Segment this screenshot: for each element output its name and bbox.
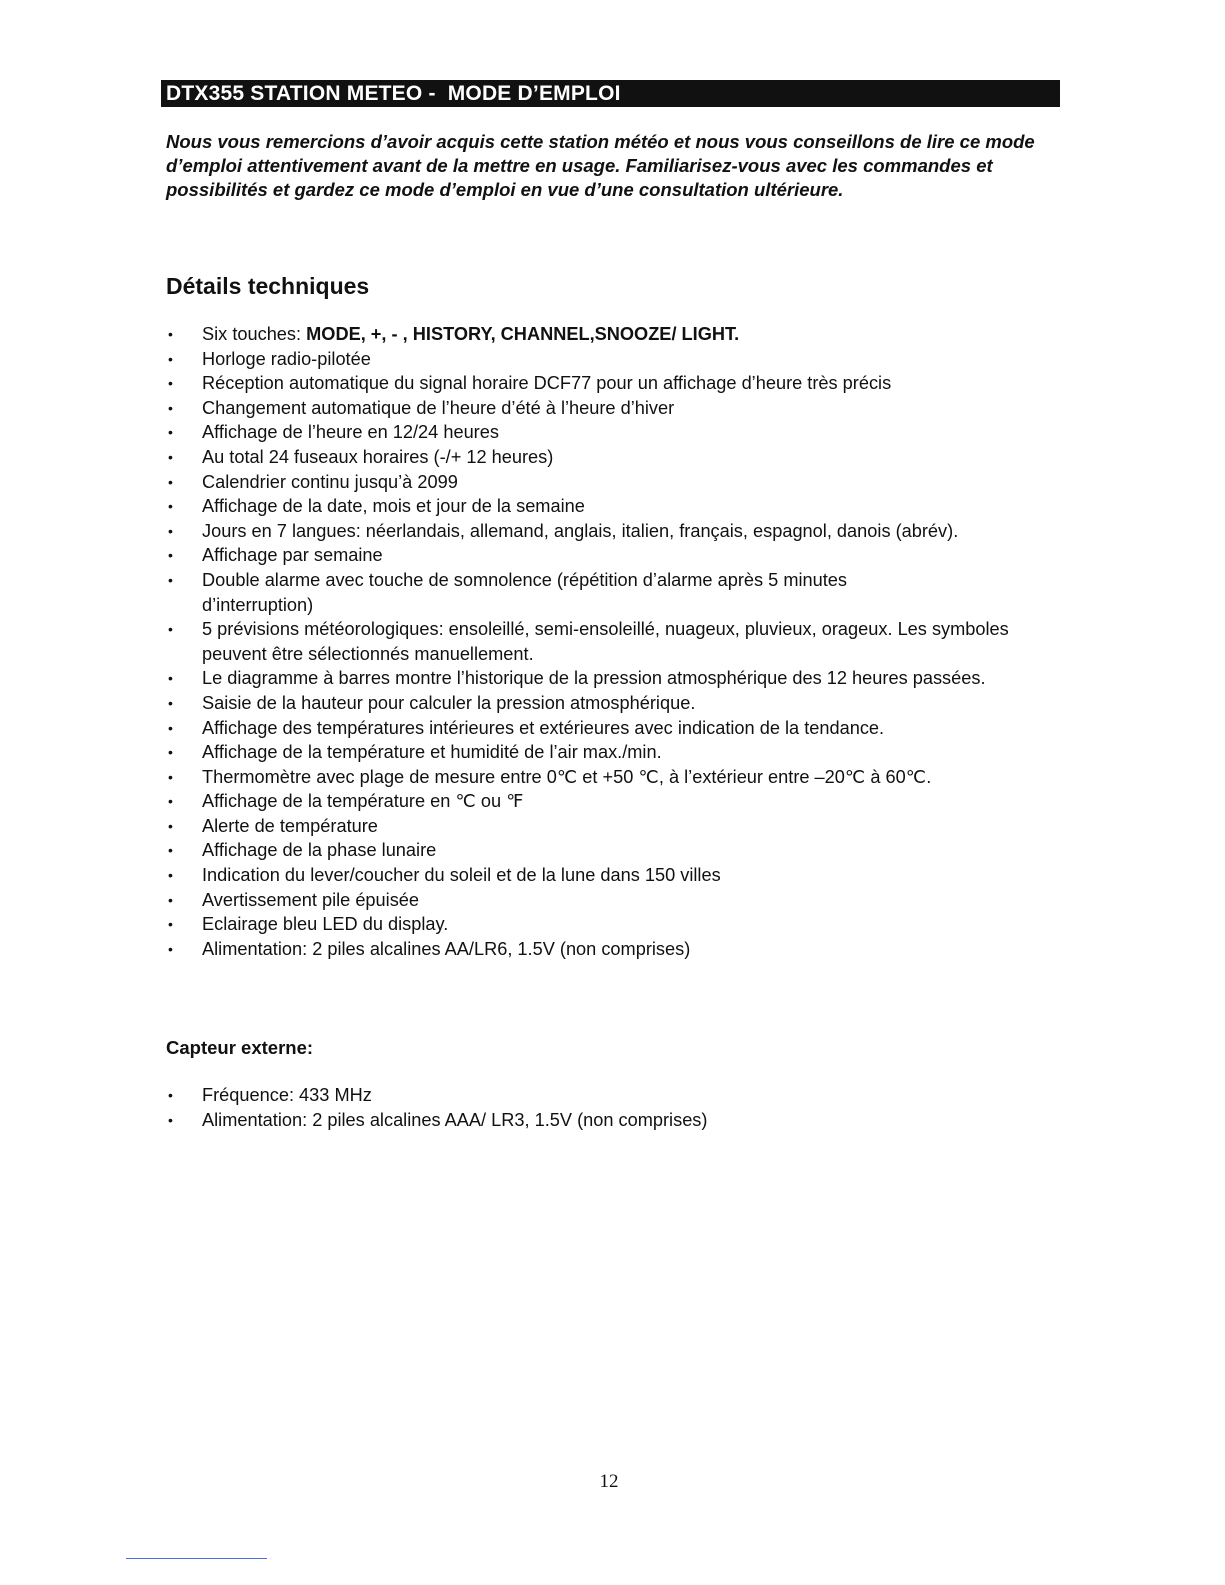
list-item xyxy=(166,740,1066,765)
intro-paragraph: Nous vous remercions d’avoir acquis cette station météo et nous vous conseillons de lire ce mode d’emploi attentivement avant de la mettre en usage. Familiarisez-vous avec les commandes et possibilités et gardez ce mode d’emploi en vue d’une consultation ultérieure. xyxy=(166,131,1035,200)
list-item xyxy=(166,666,1042,691)
bullet-icon: • xyxy=(168,547,173,564)
item-text: 5 prévisions météorologiques: ensoleillé, semi-ensoleillé, nuageux, pluvieux, orageux. Les symboles peuvent être sélectionnés manuellement. xyxy=(202,619,1009,664)
list-item xyxy=(166,347,1066,372)
bullet-icon: • xyxy=(168,817,173,834)
item-text: Affichage de la température et humidité de l’air max./min. xyxy=(202,742,662,763)
bullet-icon: • xyxy=(168,719,173,736)
bullet-icon: • xyxy=(168,1087,173,1103)
bullet-icon: • xyxy=(168,891,173,908)
list-item xyxy=(166,494,1066,519)
bullet-icon: • xyxy=(168,621,173,638)
bullet-icon: • xyxy=(168,375,173,392)
bullet-icon: • xyxy=(168,768,173,785)
external-sensor-list xyxy=(166,1083,1066,1132)
bullet-icon: • xyxy=(168,1111,173,1128)
bullet-icon: • xyxy=(168,326,173,342)
bullet-icon: • xyxy=(168,399,173,416)
list-item xyxy=(166,1083,1066,1108)
bullet-icon: • xyxy=(168,473,173,490)
bullet-icon: • xyxy=(168,744,173,761)
bullet-icon: • xyxy=(168,867,173,884)
list-item xyxy=(166,691,1066,716)
document-title: DTX355 STATION METEO - MODE D’EMPLOI xyxy=(161,80,1060,107)
list-item xyxy=(166,617,1062,666)
item-text: Jours en 7 langues: néerlandais, allemand, anglais, italien, français, espagnol, danois (abrév). xyxy=(202,520,959,541)
section-heading-sensor: Capteur externe: xyxy=(166,1037,314,1058)
item-text: Affichage des températures intérieures et extérieures avec indication de la tendance. xyxy=(202,717,885,738)
bullet-icon: • xyxy=(168,940,173,957)
list-item xyxy=(166,716,1066,741)
list-item xyxy=(166,445,1066,470)
list-item xyxy=(166,322,1066,347)
list-item xyxy=(166,396,1066,421)
bullet-icon: • xyxy=(168,571,173,588)
bullet-icon: • xyxy=(168,916,173,933)
item-text: Au total 24 fuseaux horaires (-/+ 12 heures) xyxy=(202,446,554,467)
item-text: Affichage par semaine xyxy=(202,545,383,566)
item-text: Affichage de la température en ℃ ou ℉ xyxy=(202,791,524,812)
item-text: Affichage de l’heure en 12/24 heures xyxy=(202,422,499,443)
item-text: Double alarme avec touche de somnolence (répétition d’alarme après 5 minutes d’interruption) xyxy=(202,569,847,615)
list-item xyxy=(166,470,1066,495)
item-text: Calendrier continu jusqu’à 2099 xyxy=(202,471,458,492)
list-item xyxy=(166,912,1066,937)
item-text: Alimentation: 2 piles alcalines AAA/ LR3, 1.5V (non comprises) xyxy=(202,1109,708,1130)
item-text: Horloge radio-pilotée xyxy=(202,348,371,369)
list-item xyxy=(166,371,1066,396)
item-text: Avertissement pile épuisée xyxy=(202,889,420,910)
list-item xyxy=(166,838,1066,863)
list-item xyxy=(166,863,1066,888)
bullet-icon: • xyxy=(168,670,173,687)
item-text: Alimentation: 2 piles alcalines AA/LR6, 1.5V (non comprises) xyxy=(202,938,691,959)
bullet-icon: • xyxy=(168,842,173,859)
list-item xyxy=(166,543,1066,568)
list-item xyxy=(166,1108,1066,1133)
item-text: Réception automatique du signal horaire DCF77 pour un affichage d’heure très précis xyxy=(202,373,892,394)
page-number: 12 xyxy=(599,1471,619,1492)
item-text: Indication du lever/coucher du soleil et de la lune dans 150 villes xyxy=(202,865,721,886)
list-item xyxy=(166,568,962,617)
item-text: Eclairage bleu LED du display. xyxy=(202,914,449,935)
bullet-icon: • xyxy=(168,498,173,515)
item-text: Le diagramme à barres montre l’historique de la pression atmosphérique des 12 heures passées. xyxy=(202,668,986,689)
bullet-icon: • xyxy=(168,350,173,367)
bullet-icon: • xyxy=(168,522,173,539)
item-text: Affichage de la date, mois et jour de la semaine xyxy=(202,496,585,517)
list-item xyxy=(166,888,1066,913)
technical-details-list xyxy=(166,322,1066,961)
item-text: Fréquence: 433 MHz xyxy=(202,1085,372,1105)
list-item xyxy=(166,420,1066,445)
bullet-icon: • xyxy=(168,448,173,465)
button-names: MODE, +, - , HISTORY, CHANNEL,SNOOZE/ LIGHT. xyxy=(306,324,740,344)
item-text: Thermomètre avec plage de mesure entre 0℃ et +50 ℃, à l’extérieur entre –20℃ à 60℃. xyxy=(202,766,932,787)
item-prefix: Six touches: xyxy=(202,324,307,344)
bullet-icon: • xyxy=(168,424,173,441)
footnote-separator xyxy=(126,1558,267,1559)
item-text: Saisie de la hauteur pour calculer la pression atmosphérique. xyxy=(202,692,696,713)
item-text: Affichage de la phase lunaire xyxy=(202,840,437,861)
list-item xyxy=(166,937,1066,962)
item-text: Changement automatique de l’heure d’été à l’heure d’hiver xyxy=(202,397,675,418)
list-item xyxy=(166,789,1066,814)
list-item xyxy=(166,814,1066,839)
bullet-icon: • xyxy=(168,793,173,810)
list-item xyxy=(166,765,1066,790)
item-text: Alerte de température xyxy=(202,815,378,836)
bullet-icon: • xyxy=(168,694,173,711)
section-heading-technical: Détails techniques xyxy=(166,273,370,299)
list-item xyxy=(166,519,1066,544)
